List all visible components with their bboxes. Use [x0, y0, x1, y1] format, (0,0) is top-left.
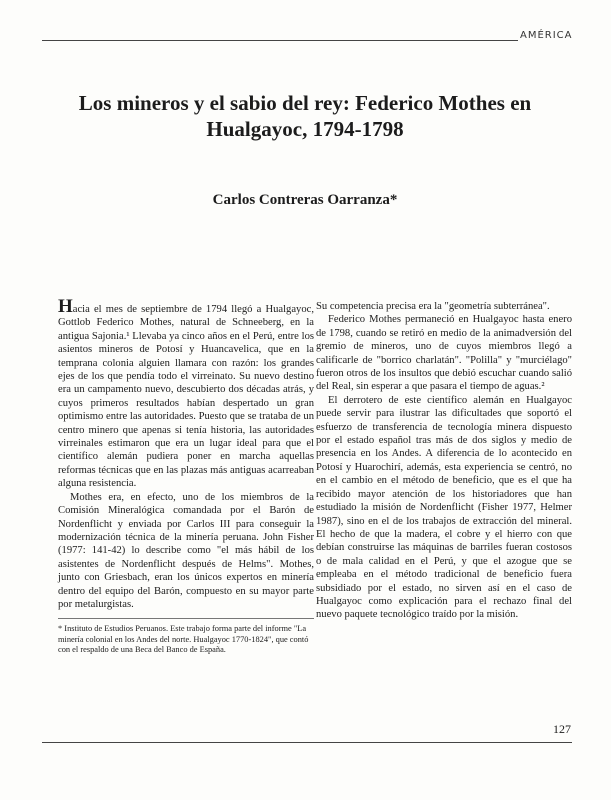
running-head: AMÉRICA [520, 30, 573, 41]
paragraph-text: acia el mes de septiembre de 1794 llegó a Hualgayoc, Gottlob Federico Mothes, natural de Schneeberg, en la antigua Sajonia.¹ Llevaba ya cinco años en el Perú, entre los asientos mineros de Potosí y Huancavelica, que en la temprana colonia alguien llamara con razón: los grandes ejes de los que pendía todo el virreinato. Su nuevo destino era un campamento nuevo, descubierto dos décadas atrás, y cuyos primeros resultados habían despertado un gran optimismo entre las autoridades. Puesto que se trataba de un centro minero que apenas si tenía historia, las autoridades virreinales estimaron que era un lugar ideal para que el científico alemán pudiera poner en marcha aquellas reformas técnicas que en las plazas más antiguas acarreaban alguna resistencia. [58, 304, 314, 490]
top-rule [42, 40, 518, 41]
footnote-rule [58, 618, 314, 619]
paragraph: Federico Mothes permaneció en Hualgayoc hasta enero de 1798, cuando se retiró en medio de la animadversión del gremio de mineros, uno de cuyos miembros llegó a calificarle de "borrico charlatán". "Polilla" y "murciélago" fueron otros de los insultos que debió escuchar cuando salió del Real, sin esperar a que pasara el tiempo de aguas.² [316, 314, 572, 393]
article-title [60, 90, 550, 142]
title-line-1: Los mineros y el sabio del rey: Federico Mothes en [78, 91, 532, 115]
paragraph [58, 296, 314, 491]
page-number: 127 [553, 722, 571, 736]
paragraph: Su competencia precisa era la "geometría subterránea". [316, 301, 550, 312]
title-line-2: Hualgayoc, 1794-1798 [206, 117, 404, 141]
paragraph: Mothes era, en efecto, uno de los miembros de la Comisión Mineralógica comandada por el Barón de Nordenflicht y enviada por Carlos III para conseguir la modernización técnica de la minería peruana. John Fisher (1977: 141-42) lo describe como "el más hábil de los asistentes de Nordenflicht después de Helms". Mothes, junto con Griesbach, eran los únicos expertos en minería dentro del equipo del Barón, compuesto en su mayor parte por metalurgistas. [58, 491, 314, 610]
bottom-rule [42, 742, 572, 743]
author-name: Carlos Contreras Oarranza* [212, 192, 398, 208]
left-column [58, 296, 314, 656]
footnote: * Instituto de Estudios Peruanos. Este trabajo forma parte del informe "La minería colonial en los Andes del norte. Hualgayoc 1770-1824", que contó con el respaldo de una Beca del Banco de España. [58, 624, 309, 655]
paragraph: El derrotero de este científico alemán en Hualgayoc puede servir para ilustrar las dificultades que soportó el esfuerzo de transferencia de tecnología minera dispuesto por el estado español tras más de dos siglos y medio de presencia en los Andes. A diferencia de lo acontecido en Potosí y Huarochirí, además, esta experiencia se centró, no en el cambio en el método de beneficio, que es el que ha recibido mayor atención de los historiadores que han estudiado la misión de Nordenflicht (Fisher 1977, Helmer 1987), sino en el de los trabajos de extracción del mineral. El hecho de que la madera, el cobre y el hierro con que debían construirse las máquinas de barriles fueran costosos o de mala calidad en el Perú, y que el azogue que se empleaba en el método tradicional de beneficio fuera subsidiado por el estado, no sirven así en el caso de Hualgayoc como explicación para el rechazo final del nuevo paquete tecnológico traído por la misión. [316, 394, 572, 621]
drop-cap: H [58, 296, 73, 317]
right-column [316, 300, 572, 622]
